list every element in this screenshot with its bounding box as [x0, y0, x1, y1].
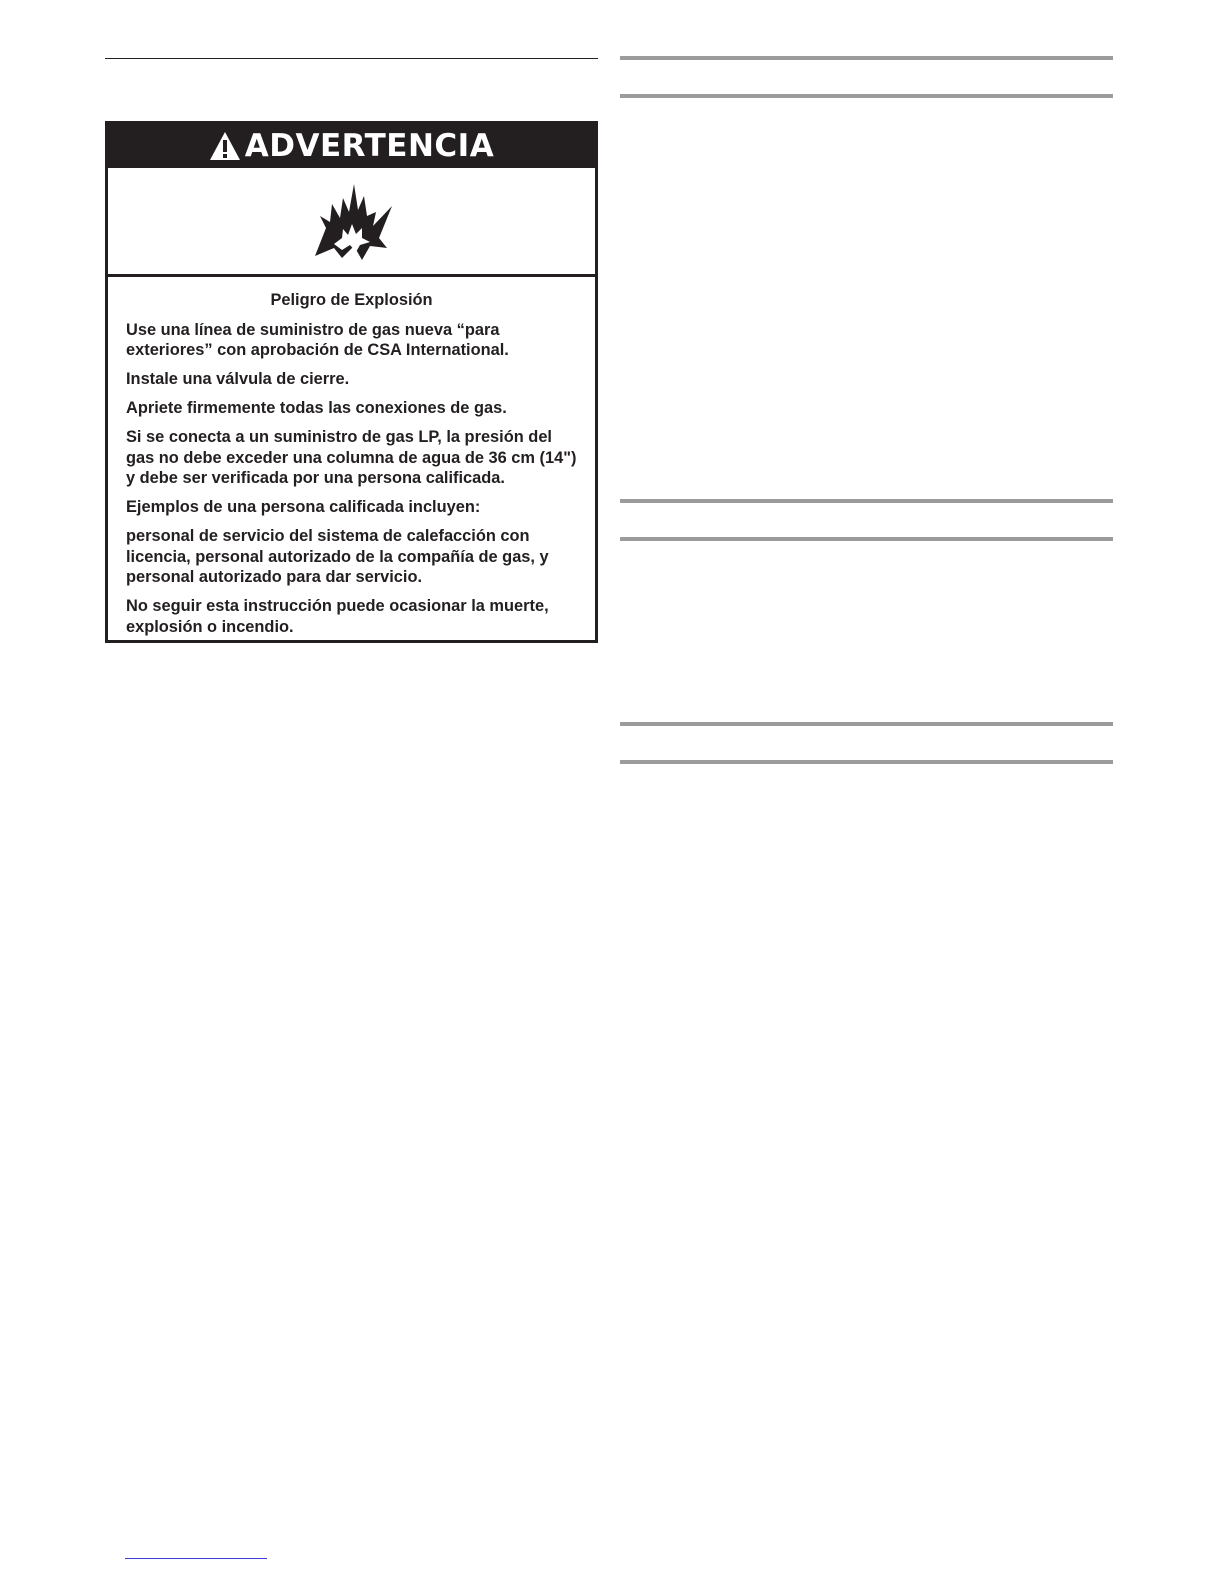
warning-heading: Peligro de Explosión: [270, 291, 433, 309]
warning-body: [108, 277, 595, 637]
warning-paragraph: No seguir esta instrucción puede ocasionar la muerte, explosión o incendio.: [126, 597, 549, 636]
warning-paragraph: Instale una válvula de cierre.: [126, 370, 350, 388]
hazard-symbol-area: [108, 168, 595, 277]
right-section-1-bottom-rule: [620, 94, 1113, 98]
warning-paragraph: Use una línea de suministro de gas nueva “para exteriores” con aprobación de CSA International.: [126, 320, 509, 359]
explosion-icon: [312, 182, 394, 262]
right-section-3-bottom-rule: [620, 760, 1113, 764]
warning-paragraph: personal de servicio del sistema de calefacción con licencia, personal autorizado de la compañía de gas, y personal autorizado para dar servicio.: [126, 527, 549, 586]
left-column-top-rule: [105, 58, 598, 59]
footnote-rule: [125, 1558, 267, 1559]
warning-header: [108, 124, 595, 168]
warning-title: ADVERTENCIA: [244, 127, 495, 164]
right-section-3-top-rule: [620, 722, 1113, 726]
right-section-2-bottom-rule: [620, 537, 1113, 541]
warning-paragraph: Ejemplos de una persona calificada incluyen:: [126, 498, 481, 516]
warning-box: [105, 121, 598, 643]
warning-triangle-icon: [209, 131, 241, 161]
right-section-2-top-rule: [620, 499, 1113, 503]
right-section-1-top-rule: [620, 56, 1113, 60]
warning-paragraph: Si se conecta a un suministro de gas LP, la presión del gas no debe exceder una columna de agua de 36 cm (14") y debe ser verificada por una persona calificada.: [126, 428, 577, 487]
warning-paragraph: Apriete firmemente todas las conexiones de gas.: [126, 399, 507, 417]
